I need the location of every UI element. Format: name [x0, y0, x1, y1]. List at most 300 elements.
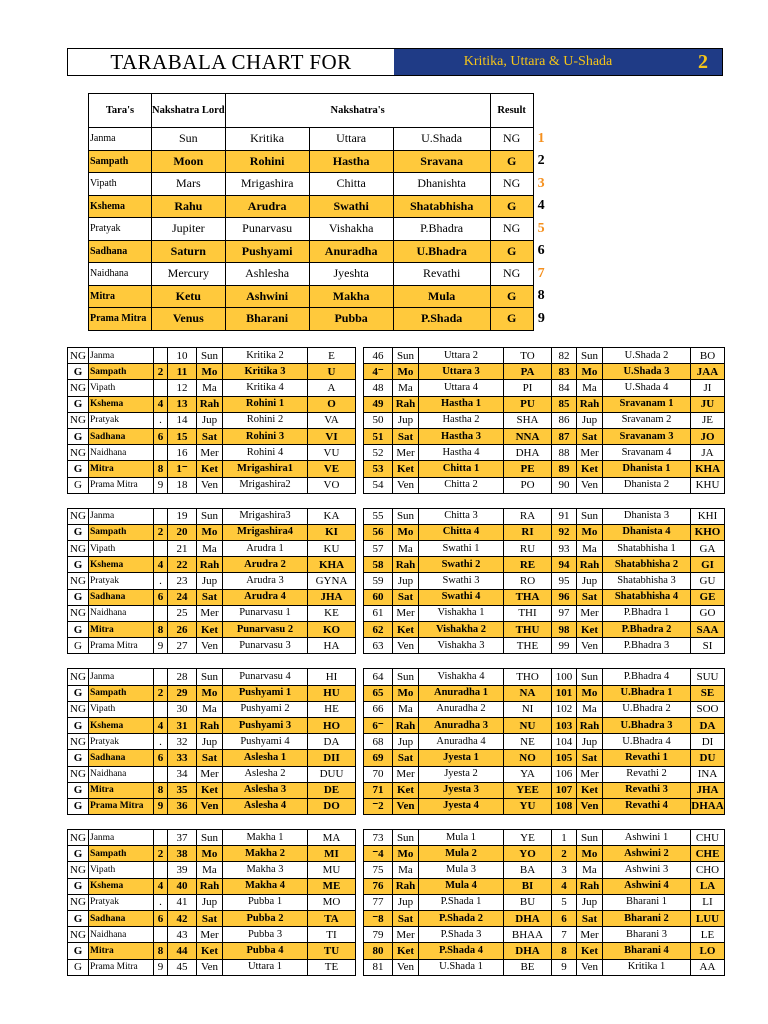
pada-lord: Rah [197, 557, 223, 573]
tara-name: Sampath [89, 150, 152, 173]
pada-syllable: YA [504, 766, 552, 782]
pada-lord: Ma [197, 701, 223, 717]
pada-row [552, 557, 725, 573]
summary-row [89, 128, 550, 151]
tara-name: Janma [89, 348, 154, 364]
tara-name: Sadhana [89, 911, 154, 927]
pada-row [68, 734, 356, 750]
separator-cell [308, 815, 356, 830]
pada-lord: Ven [197, 638, 223, 654]
pada-syllable: DE [308, 782, 356, 798]
pada-name: Shatabhisha 2 [603, 557, 691, 573]
pada-lord: Jup [197, 412, 223, 428]
result-value: G [68, 396, 89, 412]
pada-lord: Ma [393, 541, 419, 557]
pada-lord: Sun [577, 348, 603, 364]
pada-name: Sravanam 3 [603, 428, 691, 444]
tara-name: Sampath [89, 364, 154, 380]
nakshatra-3: P.Bhadra [393, 218, 490, 241]
result-value: G [68, 557, 89, 573]
result-value: G [490, 240, 533, 263]
pada-name: Anuradha 3 [419, 717, 504, 733]
pada-lord: Mo [393, 846, 419, 862]
tara-name: Mitra [89, 782, 154, 798]
pada-row [364, 701, 552, 717]
tara-index: 6 [154, 428, 168, 444]
pada-name: P.Shada 4 [419, 943, 504, 959]
pada-name: Arudra 4 [223, 589, 308, 605]
tara-name: Sadhana [89, 240, 152, 263]
pada-lord: Ket [577, 461, 603, 477]
separator-cell [419, 654, 504, 669]
pada-syllable: YO [504, 846, 552, 862]
nakshatra-lord: Saturn [152, 240, 226, 263]
pada-name: Pushyami 3 [223, 717, 308, 733]
nakshatra-lord: Mercury [152, 263, 226, 286]
pada-row [364, 750, 552, 766]
separator-cell [168, 815, 197, 830]
separator-cell [89, 654, 154, 669]
separator-cell [552, 654, 577, 669]
separator-cell [364, 815, 393, 830]
pada-name: Revathi 2 [603, 766, 691, 782]
pada-lord: Ma [577, 380, 603, 396]
pada-lord: Ket [197, 622, 223, 638]
pada-lord: Ven [577, 477, 603, 493]
pada-syllable: LI [691, 894, 725, 910]
result-value: G [68, 846, 89, 862]
pada-syllable: SHA [504, 412, 552, 428]
summary-row [89, 240, 550, 263]
pada-syllable: KHI [691, 508, 725, 524]
summary-row [89, 263, 550, 286]
pada-row [68, 380, 356, 396]
pada-name: Pubba 4 [223, 943, 308, 959]
pada-syllable: THU [504, 622, 552, 638]
pada-lord: Ma [577, 541, 603, 557]
pada-syllable: BI [504, 878, 552, 894]
block-separator [552, 493, 725, 508]
tara-name: Kshema [89, 878, 154, 894]
result-value: G [68, 461, 89, 477]
pada-name: Aslesha 4 [223, 798, 308, 814]
pada-name: Aslesha 3 [223, 782, 308, 798]
pada-syllable: O [308, 396, 356, 412]
pada-number: 1 [552, 830, 577, 846]
result-value: NG [68, 412, 89, 428]
pada-syllable: KU [308, 541, 356, 557]
pada-syllable: KI [308, 524, 356, 540]
tara-name: Sampath [89, 846, 154, 862]
pada-syllable: GE [691, 589, 725, 605]
tara-name: Janma [89, 669, 154, 685]
pada-number: 57 [364, 541, 393, 557]
pada-row [364, 766, 552, 782]
result-value: NG [68, 573, 89, 589]
pada-lord: Jup [393, 894, 419, 910]
pada-number: 65 [364, 685, 393, 701]
pada-syllable: THE [504, 638, 552, 654]
summary-row [89, 285, 550, 308]
pada-name: Dhanista 4 [603, 524, 691, 540]
pada-number: 53 [364, 461, 393, 477]
separator-cell [504, 493, 552, 508]
tara-index: 6 [154, 589, 168, 605]
pada-lord: Mo [393, 364, 419, 380]
chart-number: 2 [698, 50, 708, 73]
pada-row [68, 589, 356, 605]
result-value: NG [490, 173, 533, 196]
pada-number: 104 [552, 734, 577, 750]
pada-row [552, 541, 725, 557]
result-value: G [68, 717, 89, 733]
tara-header: Tara's [89, 94, 152, 128]
nakshatra-2: Hastha [309, 150, 393, 173]
pada-row [364, 541, 552, 557]
pada-number: 76 [364, 878, 393, 894]
tara-number: 5 [537, 220, 545, 236]
pada-number: 4 [552, 878, 577, 894]
pada-syllable: PI [504, 380, 552, 396]
tara-name: Prama Mitra [89, 798, 154, 814]
pada-name: Bharani 3 [603, 927, 691, 943]
pada-syllable: GI [691, 557, 725, 573]
pada-lord: Rah [197, 878, 223, 894]
pada-lord: Sun [197, 830, 223, 846]
pada-row [552, 428, 725, 444]
pada-row [68, 830, 356, 846]
separator-cell [577, 815, 603, 830]
pada-syllable: KHU [691, 477, 725, 493]
pada-syllable: BE [504, 959, 552, 975]
tara-index: 9 [154, 959, 168, 975]
tara-name: Pratyak [89, 734, 154, 750]
tara-number: 1 [537, 130, 545, 146]
pada-name: Rohini 3 [223, 428, 308, 444]
pada-name: Vishakha 3 [419, 638, 504, 654]
pada-row [364, 717, 552, 733]
pada-row [68, 445, 356, 461]
pada-row [68, 846, 356, 862]
pada-number: 80 [364, 943, 393, 959]
pada-name: Chitta 4 [419, 524, 504, 540]
pada-syllable: KHA [308, 557, 356, 573]
pada-lord: Sat [393, 589, 419, 605]
result-value: G [490, 308, 533, 331]
separator-cell [504, 815, 552, 830]
pada-number: 19 [168, 508, 197, 524]
pada-lord: Ven [393, 798, 419, 814]
tara-name: Sadhana [89, 750, 154, 766]
separator-cell [197, 654, 223, 669]
pada-number: 75 [364, 862, 393, 878]
pada-name: Anuradha 4 [419, 734, 504, 750]
separator-cell [89, 493, 154, 508]
pada-number: 26 [168, 622, 197, 638]
nakshatra-2: Chitta [309, 173, 393, 196]
pada-number: 108 [552, 798, 577, 814]
pada-row [68, 412, 356, 428]
pada-number: 33 [168, 750, 197, 766]
nakshatra-3: Dhanishta [393, 173, 490, 196]
pada-number: 45 [168, 959, 197, 975]
tara-name: Kshema [89, 396, 154, 412]
pada-number: 20 [168, 524, 197, 540]
pada-row [364, 669, 552, 685]
nakshatra-1: Bharani [225, 308, 309, 331]
block-separator [364, 815, 552, 830]
pada-lord: Mer [197, 445, 223, 461]
pada-row [552, 701, 725, 717]
pada-syllable: KE [308, 605, 356, 621]
separator-cell [393, 493, 419, 508]
pada-number: 51 [364, 428, 393, 444]
pada-row [68, 750, 356, 766]
pada-row [364, 508, 552, 524]
pada-name: Pubba 1 [223, 894, 308, 910]
pada-syllable: PO [504, 477, 552, 493]
result-value: NG [68, 669, 89, 685]
pada-row [552, 911, 725, 927]
pada-number: 3 [552, 862, 577, 878]
pada-row [364, 894, 552, 910]
nakshatra-lord: Mars [152, 173, 226, 196]
pada-lord: Jup [577, 412, 603, 428]
separator-cell [68, 815, 89, 830]
pada-name: Chitta 2 [419, 477, 504, 493]
pada-lord: Mer [393, 927, 419, 943]
pada-row [68, 364, 356, 380]
pada-name: P.Bhadra 1 [603, 605, 691, 621]
pada-name: Hastha 4 [419, 445, 504, 461]
result-value: G [68, 750, 89, 766]
pada-row [68, 622, 356, 638]
pada-syllable: NE [504, 734, 552, 750]
separator-cell [419, 493, 504, 508]
tara-index [154, 701, 168, 717]
pada-syllable: TI [308, 927, 356, 943]
pada-syllable: JA [691, 445, 725, 461]
pada-number: 44 [168, 943, 197, 959]
pada-syllable: RA [504, 508, 552, 524]
pada-syllable: GO [691, 605, 725, 621]
pada-lord: Sat [393, 428, 419, 444]
pada-name: Arudra 3 [223, 573, 308, 589]
tara-index: . [154, 894, 168, 910]
pada-lord: Jup [577, 573, 603, 589]
pada-syllable: NNA [504, 428, 552, 444]
pada-row [552, 878, 725, 894]
result-value: G [490, 150, 533, 173]
tara-name: Vipath [89, 380, 154, 396]
nakshatra-3: U.Shada [393, 128, 490, 151]
result-value: NG [68, 830, 89, 846]
pada-number: 4⁻ [364, 364, 393, 380]
pada-row [364, 927, 552, 943]
separator-cell [691, 815, 725, 830]
pada-syllable: LO [691, 943, 725, 959]
result-value: G [68, 638, 89, 654]
result-value: NG [68, 927, 89, 943]
tara-index [154, 348, 168, 364]
pada-syllable: GA [691, 541, 725, 557]
pada-number: 82 [552, 348, 577, 364]
result-value: NG [490, 263, 533, 286]
tara-name: Naidhana [89, 445, 154, 461]
pada-syllable: TO [504, 348, 552, 364]
pada-lord: Ma [197, 541, 223, 557]
tara-name: Kshema [89, 195, 152, 218]
pada-syllable: KO [308, 622, 356, 638]
pada-name: Swathi 4 [419, 589, 504, 605]
separator-cell [154, 493, 168, 508]
separator-cell [308, 654, 356, 669]
pada-name: Swathi 2 [419, 557, 504, 573]
nakshatra-3: Sravana [393, 150, 490, 173]
tara-index: 2 [154, 846, 168, 862]
pada-row [364, 959, 552, 975]
pada-lord: Mo [577, 524, 603, 540]
pada-number: 94 [552, 557, 577, 573]
pada-syllable: KHO [691, 524, 725, 540]
pada-number: 55 [364, 508, 393, 524]
tara-name: Vipath [89, 701, 154, 717]
pada-syllable: RI [504, 524, 552, 540]
pada-syllable: CHU [691, 830, 725, 846]
nakshatra-2: Swathi [309, 195, 393, 218]
pada-lord: Mo [197, 364, 223, 380]
pada-lord: Sat [577, 911, 603, 927]
pada-syllable: DU [691, 750, 725, 766]
pada-syllable: BA [504, 862, 552, 878]
pada-name: Shatabhisha 3 [603, 573, 691, 589]
pada-number: 13 [168, 396, 197, 412]
pada-name: U.Shada 2 [603, 348, 691, 364]
pada-name: Jyesta 4 [419, 798, 504, 814]
pada-number: 9 [552, 959, 577, 975]
pada-syllable: RU [504, 541, 552, 557]
result-value: NG [68, 766, 89, 782]
nakshatras-header: Nakshatra's [225, 94, 490, 128]
pada-lord: Mer [393, 766, 419, 782]
pada-row [68, 766, 356, 782]
pada-row [68, 557, 356, 573]
pada-number: 18 [168, 477, 197, 493]
pada-row [552, 508, 725, 524]
tara-index: 2 [154, 364, 168, 380]
result-value: G [68, 364, 89, 380]
pada-row [364, 685, 552, 701]
pada-number: 79 [364, 927, 393, 943]
pada-syllable: LE [691, 927, 725, 943]
pada-number: ⁻4 [364, 846, 393, 862]
pada-syllable: LUU [691, 911, 725, 927]
pada-name: Bharani 1 [603, 894, 691, 910]
pada-number: 6⁻ [364, 717, 393, 733]
pada-number: 2 [552, 846, 577, 862]
pada-row [552, 622, 725, 638]
pada-row [552, 461, 725, 477]
tara-index: . [154, 412, 168, 428]
pada-name: U.Shada 4 [603, 380, 691, 396]
pada-lord: Jup [577, 734, 603, 750]
pada-syllable: NI [504, 701, 552, 717]
pada-lord: Ket [577, 943, 603, 959]
pada-number: 28 [168, 669, 197, 685]
lord-header: Nakshatra Lord [152, 94, 226, 128]
pada-name: Hastha 1 [419, 396, 504, 412]
tara-index [154, 605, 168, 621]
summary-row [89, 195, 550, 218]
pada-syllable: SAA [691, 622, 725, 638]
nakshatra-1: Rohini [225, 150, 309, 173]
pada-number: 105 [552, 750, 577, 766]
pada-syllable: YE [504, 830, 552, 846]
pada-number: ⁻2 [364, 798, 393, 814]
pada-name: Kritika 2 [223, 348, 308, 364]
nakshatra-2: Pubba [309, 308, 393, 331]
tara-index [154, 830, 168, 846]
pada-syllable: JI [691, 380, 725, 396]
pada-syllable: CHE [691, 846, 725, 862]
pada-row [364, 461, 552, 477]
tara-name: Vipath [89, 862, 154, 878]
pada-name: Revathi 1 [603, 750, 691, 766]
pada-row [68, 348, 356, 364]
pada-lord: Ven [577, 798, 603, 814]
nakshatra-1: Punarvasu [225, 218, 309, 241]
tara-index: 8 [154, 622, 168, 638]
pada-name: Swathi 3 [419, 573, 504, 589]
nakshatra-1: Ashwini [225, 285, 309, 308]
tara-name: Naidhana [89, 263, 152, 286]
pada-row [68, 541, 356, 557]
pada-syllable: MO [308, 894, 356, 910]
pada-row [68, 605, 356, 621]
pada-name: Uttara 2 [419, 348, 504, 364]
pada-syllable: MU [308, 862, 356, 878]
pada-syllable: HI [308, 669, 356, 685]
tara-name: Prama Mitra [89, 638, 154, 654]
pada-lord: Jup [577, 894, 603, 910]
pada-number: 70 [364, 766, 393, 782]
pada-lord: Sat [577, 750, 603, 766]
pada-syllable: NU [504, 717, 552, 733]
pada-lord: Sun [393, 508, 419, 524]
pada-syllable: KA [308, 508, 356, 524]
pada-name: Rohini 2 [223, 412, 308, 428]
pada-row [68, 461, 356, 477]
nakshatra-1: Ashlesha [225, 263, 309, 286]
tara-index: . [154, 734, 168, 750]
pada-number: 35 [168, 782, 197, 798]
result-value: NG [68, 605, 89, 621]
tara-name: Janma [89, 830, 154, 846]
pada-row [552, 477, 725, 493]
pada-syllable: SOO [691, 701, 725, 717]
pada-lord: Mo [197, 524, 223, 540]
pada-lord: Mo [577, 685, 603, 701]
result-value: NG [68, 541, 89, 557]
pada-number: 73 [364, 830, 393, 846]
pada-row [552, 894, 725, 910]
pada-syllable: TA [308, 911, 356, 927]
pada-row [364, 412, 552, 428]
pada-row [552, 846, 725, 862]
pada-name: Rohini 4 [223, 445, 308, 461]
pada-syllable: BU [504, 894, 552, 910]
result-value: G [68, 943, 89, 959]
